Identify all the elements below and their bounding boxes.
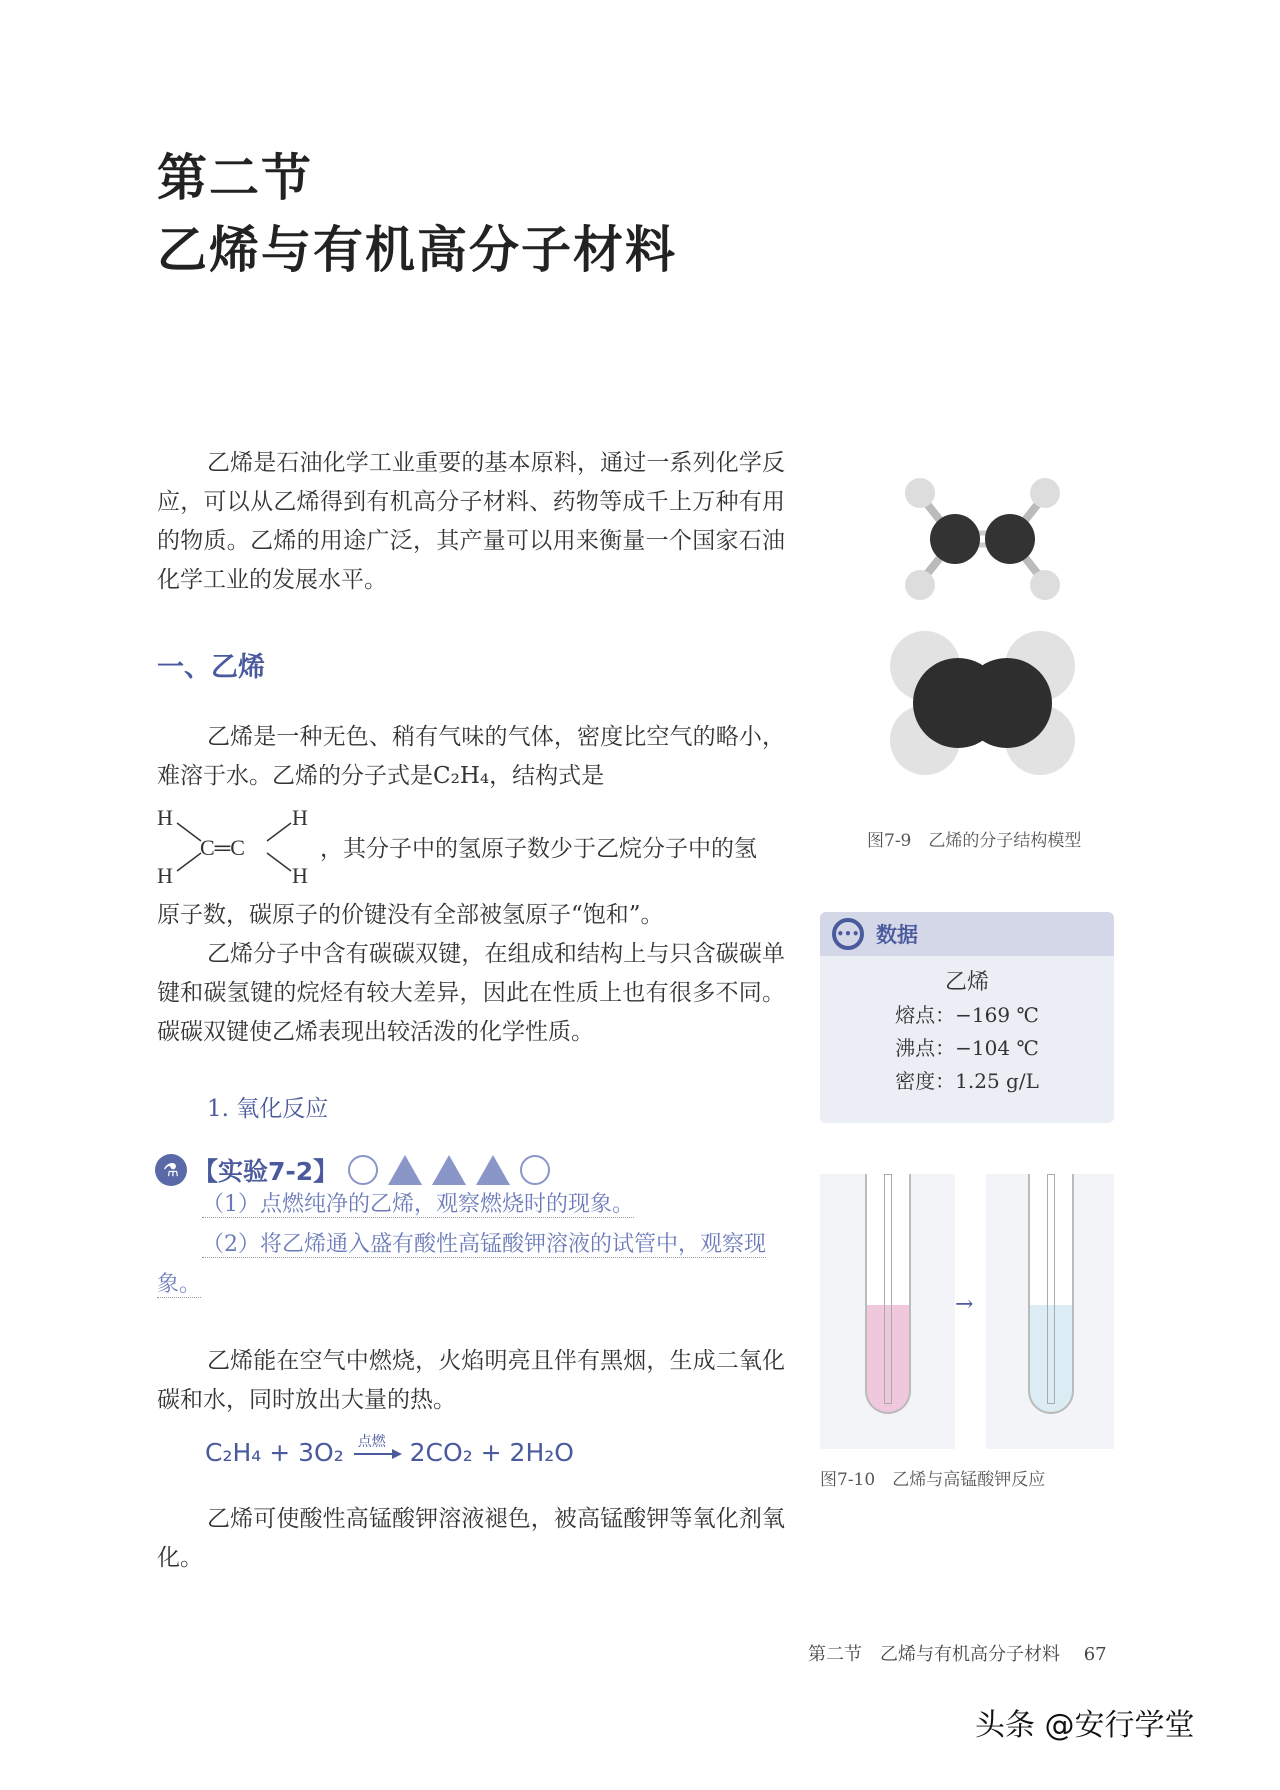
experiment-step-2: （2）将乙烯通入盛有酸性高锰酸钾溶液的试管中，观察现象。 (157, 1232, 766, 1297)
property-paragraph: 乙烯是一种无色、稍有气味的气体，密度比空气的略小，难溶于水。乙烯的分子式是C₂H₄，结构式是 (157, 724, 785, 789)
arrow-icon: → (955, 1292, 974, 1317)
experiment-step-1: （1）点燃纯净的乙烯，观察燃烧时的现象。 (202, 1192, 634, 1217)
experiment-label: 【实验7-2】 (193, 1157, 339, 1186)
wash-hands-icon (520, 1155, 550, 1185)
intro-paragraph: 乙烯是石油化学工业重要的基本原料，通过一系列化学反应，可以从乙烯得到有机高分子材料、药物等成千上万种有用的物质。乙烯的用途广泛，其产量可以用来衡量一个国家石油化学工业的发展水平。 (157, 450, 785, 593)
h-atom: H (157, 863, 173, 888)
boiling-point: 沸点：−104 ℃ (895, 1036, 1039, 1060)
page-footer (808, 1640, 1107, 1666)
heading-ethylene: 一、乙烯 (157, 652, 265, 683)
data-box-title: 数据 (876, 923, 918, 947)
ball-stick-model-image (880, 465, 1085, 600)
footer-chapter: 第二节 乙烯与有机高分子材料 (808, 1644, 1060, 1665)
heat-warning-icon (432, 1155, 466, 1185)
data-box (820, 912, 1114, 1123)
reaction-arrow: 点燃 (354, 1453, 400, 1455)
test-tube-before-image (820, 1174, 955, 1449)
figure-7-10-caption: 图7-10 乙烯与高锰酸钾反应 (820, 1470, 1046, 1490)
section-number: 第二节 (157, 148, 313, 207)
flask-icon: ⚗ (155, 1154, 187, 1186)
h-atom: H (157, 805, 173, 830)
space-filling-model-image (880, 628, 1085, 778)
property-paragraph-cont: ，其分子中的氢原子数少于乙烷分子中的氢 (320, 836, 757, 862)
flame-warning-icon (388, 1155, 422, 1185)
experiment-header (155, 1152, 550, 1188)
structural-formula (157, 805, 307, 887)
goggles-icon (348, 1155, 378, 1185)
substance-name: 乙烯 (944, 970, 989, 995)
figure-7-9-caption: 图7-9 乙烯的分子结构模型 (867, 831, 1082, 851)
kmno4-paragraph: 乙烯可使酸性高锰酸钾溶液褪色，被高锰酸钾等氧化剂氧化。 (157, 1506, 785, 1571)
test-tube-after-image (986, 1174, 1114, 1449)
combustion-paragraph: 乙烯能在空气中燃烧，火焰明亮且伴有黑烟，生成二氧化碳和水，同时放出大量的热。 (157, 1348, 785, 1413)
bond-lines (157, 805, 307, 887)
density: 密度：1.25 g/L (895, 1069, 1039, 1093)
double-bond-paragraph: 乙烯分子中含有碳碳双键，在组成和结构上与只含碳碳单键和碳氢键的烷烃有较大差异，因此在性质上也有很多不同。碳碳双键使乙烯表现出较活泼的化学性质。 (157, 941, 785, 1045)
chat-bubble-icon: ••• (832, 918, 864, 950)
c-double-bond: C═C (200, 835, 245, 860)
melting-point: 熔点：−169 ℃ (895, 1003, 1039, 1027)
heading-oxidation: 1. 氧化反应 (207, 1096, 329, 1122)
page-number: 67 (1083, 1644, 1107, 1665)
combustion-equation: C₂H₄ + 3O₂ 点燃 2CO₂ + 2H₂O (205, 1434, 574, 1467)
h-atom: H (292, 805, 308, 830)
property-paragraph-end: 原子数，碳原子的价键没有全部被氢原子“饱和”。 (157, 902, 664, 928)
watermark: 头条 @安行学堂 (975, 1708, 1195, 1743)
toxic-warning-icon (476, 1155, 510, 1185)
h-atom: H (292, 863, 308, 888)
section-title: 乙烯与有机高分子材料 (157, 220, 677, 279)
